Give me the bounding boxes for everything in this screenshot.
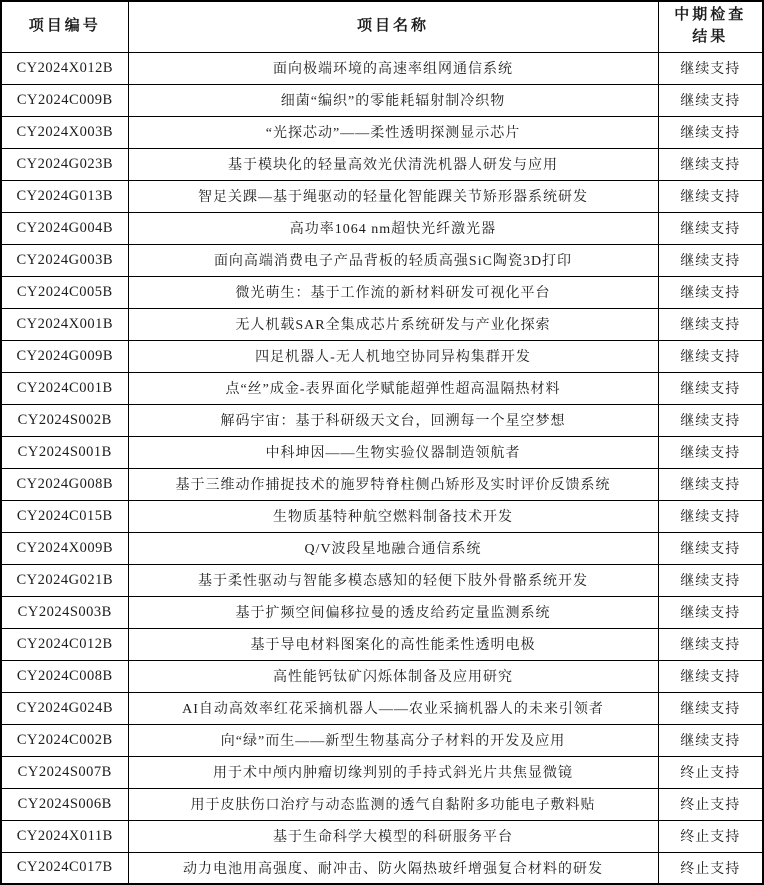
project-id-cell: CY2024S007B bbox=[1, 756, 128, 788]
project-name-cell: 细菌“编织”的零能耗辐射制冷织物 bbox=[128, 84, 658, 116]
project-id-cell: CY2024G009B bbox=[1, 340, 128, 372]
table-row bbox=[1, 820, 763, 852]
project-id-cell: CY2024G003B bbox=[1, 244, 128, 276]
result-cell: 终止支持 bbox=[658, 820, 763, 852]
project-name-cell: “光探芯动”——柔性透明探测显示芯片 bbox=[128, 116, 658, 148]
result-cell: 继续支持 bbox=[658, 436, 763, 468]
result-cell: 继续支持 bbox=[658, 532, 763, 564]
header-result-line2: 结果 bbox=[692, 28, 729, 45]
header-result bbox=[658, 1, 763, 52]
table-row bbox=[1, 116, 763, 148]
header-project-name: 项目名称 bbox=[128, 1, 658, 52]
result-cell: 继续支持 bbox=[658, 180, 763, 212]
table-row bbox=[1, 500, 763, 532]
project-name-cell: 点“丝”成金-表界面化学赋能超弹性超高温隔热材料 bbox=[128, 372, 658, 404]
project-name-cell: 面向高端消费电子产品背板的轻质高强SiC陶瓷3D打印 bbox=[128, 244, 658, 276]
project-name-cell: 基于三维动作捕捉技术的施罗特脊柱侧凸矫形及实时评价反馈系统 bbox=[128, 468, 658, 500]
project-id-cell: CY2024S003B bbox=[1, 596, 128, 628]
table-row bbox=[1, 436, 763, 468]
project-id-cell: CY2024S001B bbox=[1, 436, 128, 468]
project-id-cell: CY2024G008B bbox=[1, 468, 128, 500]
project-name-cell: 微光萌生：基于工作流的新材料研发可视化平台 bbox=[128, 276, 658, 308]
project-name-cell: 向“绿”而生——新型生物基高分子材料的开发及应用 bbox=[128, 724, 658, 756]
project-name-cell: AI自动高效率红花采摘机器人——农业采摘机器人的未来引领者 bbox=[128, 692, 658, 724]
project-name-cell: Q/V波段星地融合通信系统 bbox=[128, 532, 658, 564]
result-cell: 继续支持 bbox=[658, 148, 763, 180]
result-cell: 继续支持 bbox=[658, 212, 763, 244]
result-cell: 终止支持 bbox=[658, 788, 763, 820]
project-id-cell: CY2024X009B bbox=[1, 532, 128, 564]
header-project-id: 项目编号 bbox=[1, 1, 128, 52]
table-row bbox=[1, 852, 763, 884]
project-id-cell: CY2024X012B bbox=[1, 52, 128, 84]
header-row bbox=[1, 1, 763, 52]
project-name-cell: 基于柔性驱动与智能多模态感知的轻便下肢外骨骼系统开发 bbox=[128, 564, 658, 596]
result-cell: 继续支持 bbox=[658, 628, 763, 660]
result-cell: 继续支持 bbox=[658, 404, 763, 436]
table-row bbox=[1, 724, 763, 756]
project-name-cell: 解码宇宙：基于科研级天文台，回溯每一个星空梦想 bbox=[128, 404, 658, 436]
project-name-cell: 动力电池用高强度、耐冲击、防火隔热玻纤增强复合材料的研发 bbox=[128, 852, 658, 884]
result-cell: 继续支持 bbox=[658, 500, 763, 532]
table-row bbox=[1, 276, 763, 308]
result-cell: 终止支持 bbox=[658, 756, 763, 788]
result-cell: 继续支持 bbox=[658, 276, 763, 308]
project-id-cell: CY2024C015B bbox=[1, 500, 128, 532]
project-id-cell: CY2024C012B bbox=[1, 628, 128, 660]
project-name-cell: 生物质基特种航空燃料制备技术开发 bbox=[128, 500, 658, 532]
project-name-cell: 无人机载SAR全集成芯片系统研发与产业化探索 bbox=[128, 308, 658, 340]
result-cell: 继续支持 bbox=[658, 372, 763, 404]
result-cell: 继续支持 bbox=[658, 116, 763, 148]
project-id-cell: CY2024C005B bbox=[1, 276, 128, 308]
project-name-cell: 面向极端环境的高速率组网通信系统 bbox=[128, 52, 658, 84]
result-cell: 继续支持 bbox=[658, 244, 763, 276]
table-row bbox=[1, 564, 763, 596]
project-name-cell: 智足关踝—基于绳驱动的轻量化智能踝关节矫形器系统研发 bbox=[128, 180, 658, 212]
table-row bbox=[1, 372, 763, 404]
table-row bbox=[1, 308, 763, 340]
result-cell: 继续支持 bbox=[658, 596, 763, 628]
table-row bbox=[1, 660, 763, 692]
result-cell: 继续支持 bbox=[658, 564, 763, 596]
project-id-cell: CY2024G021B bbox=[1, 564, 128, 596]
project-id-cell: CY2024C002B bbox=[1, 724, 128, 756]
table-row bbox=[1, 180, 763, 212]
project-name-cell: 基于导电材料图案化的高性能柔性透明电极 bbox=[128, 628, 658, 660]
project-table-body bbox=[1, 52, 763, 884]
table-row bbox=[1, 148, 763, 180]
result-cell: 继续支持 bbox=[658, 692, 763, 724]
result-cell: 继续支持 bbox=[658, 52, 763, 84]
project-name-cell: 用于术中颅内肿瘤切缘判别的手持式斜光片共焦显微镜 bbox=[128, 756, 658, 788]
project-id-cell: CY2024G004B bbox=[1, 212, 128, 244]
header-result-line1: 中期检查 bbox=[674, 7, 747, 23]
project-name-cell: 中科坤因——生物实验仪器制造领航者 bbox=[128, 436, 658, 468]
table-row bbox=[1, 244, 763, 276]
result-cell: 继续支持 bbox=[658, 724, 763, 756]
project-id-cell: CY2024S006B bbox=[1, 788, 128, 820]
result-cell: 继续支持 bbox=[658, 660, 763, 692]
table-row bbox=[1, 788, 763, 820]
table-row bbox=[1, 628, 763, 660]
project-id-cell: CY2024X003B bbox=[1, 116, 128, 148]
table-row bbox=[1, 404, 763, 436]
result-cell: 继续支持 bbox=[658, 308, 763, 340]
table-row bbox=[1, 212, 763, 244]
project-id-cell: CY2024C009B bbox=[1, 84, 128, 116]
project-name-cell: 基于生命科学大模型的科研服务平台 bbox=[128, 820, 658, 852]
table-row bbox=[1, 340, 763, 372]
project-id-cell: CY2024C001B bbox=[1, 372, 128, 404]
table-row bbox=[1, 532, 763, 564]
project-id-cell: CY2024C008B bbox=[1, 660, 128, 692]
result-cell: 继续支持 bbox=[658, 340, 763, 372]
project-name-cell: 基于扩频空间偏移拉曼的透皮给药定量监测系统 bbox=[128, 596, 658, 628]
result-cell: 继续支持 bbox=[658, 84, 763, 116]
project-name-cell: 高功率1064 nm超快光纤激光器 bbox=[128, 212, 658, 244]
table-row bbox=[1, 596, 763, 628]
project-name-cell: 基于模块化的轻量高效光伏清洗机器人研发与应用 bbox=[128, 148, 658, 180]
table-row bbox=[1, 52, 763, 84]
project-name-cell: 用于皮肤伤口治疗与动态监测的透气自黏附多功能电子敷料贴 bbox=[128, 788, 658, 820]
table-row bbox=[1, 756, 763, 788]
project-id-cell: CY2024S002B bbox=[1, 404, 128, 436]
project-id-cell: CY2024X011B bbox=[1, 820, 128, 852]
project-id-cell: CY2024X001B bbox=[1, 308, 128, 340]
table-row bbox=[1, 692, 763, 724]
project-id-cell: CY2024G023B bbox=[1, 148, 128, 180]
table-header bbox=[1, 1, 763, 52]
result-cell: 终止支持 bbox=[658, 852, 763, 884]
project-id-cell: CY2024C017B bbox=[1, 852, 128, 884]
project-id-cell: CY2024G024B bbox=[1, 692, 128, 724]
project-name-cell: 四足机器人-无人机地空协同异构集群开发 bbox=[128, 340, 658, 372]
project-id-cell: CY2024G013B bbox=[1, 180, 128, 212]
table-row bbox=[1, 84, 763, 116]
table-row bbox=[1, 468, 763, 500]
project-name-cell: 高性能钙钛矿闪烁体制备及应用研究 bbox=[128, 660, 658, 692]
result-cell: 继续支持 bbox=[658, 468, 763, 500]
